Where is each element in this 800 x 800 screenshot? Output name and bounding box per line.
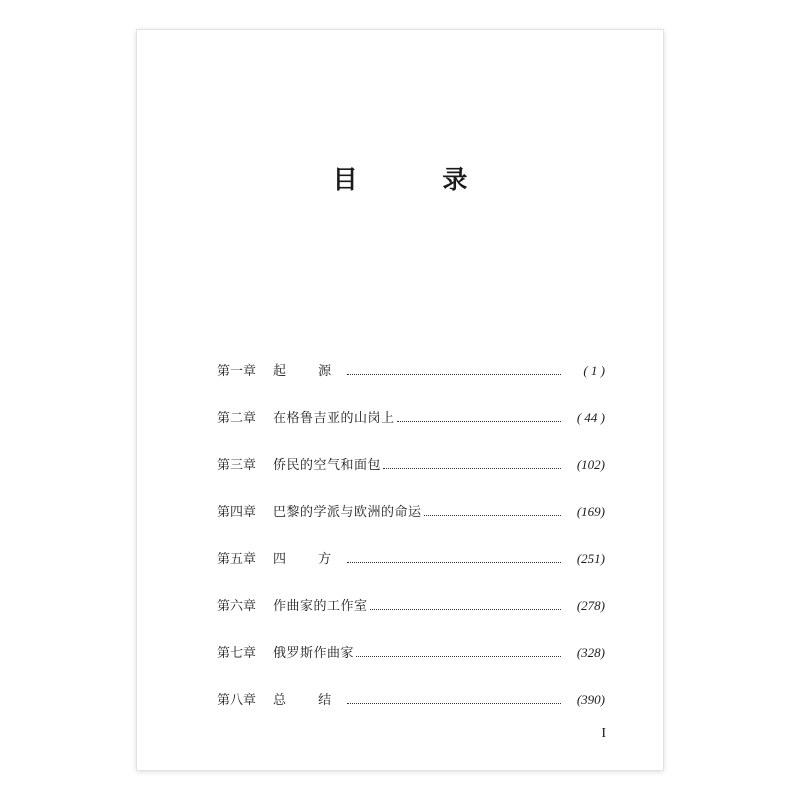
chapter-number: 第二章 [217,411,257,426]
chapter-number: 第八章 [217,693,257,708]
toc-entry [217,454,605,501]
dot-leader [356,656,561,657]
chapter-title: 总 结 [273,693,346,708]
chapter-page-number: (278) [576,598,605,613]
dot-leader [370,609,561,610]
chapter-number: 第六章 [217,599,257,614]
dot-leader [347,374,561,375]
chapter-page-number: (102) [576,457,605,472]
page-title: 目 录 [332,165,506,194]
page-number: I [601,726,606,741]
chapter-title: 作曲家的工作室 [273,599,368,614]
chapter-page-number: (251) [576,551,605,566]
dot-leader [347,703,561,704]
chapter-number: 第七章 [217,646,257,661]
toc-entry [217,595,605,642]
dot-leader [347,562,561,563]
toc-entry [217,501,605,548]
book-page [137,30,663,770]
chapter-page-number: (390) [576,692,605,707]
chapter-title: 在格鲁吉亚的山岗上 [273,411,395,426]
chapter-page-number: ( 44 ) [576,410,605,425]
chapter-number: 第四章 [217,505,257,520]
chapter-page-number: (328) [576,645,605,660]
chapter-title: 起 源 [273,364,346,379]
dot-leader [424,515,561,516]
toc-entry [217,407,605,454]
chapter-title: 巴黎的学派与欧洲的命运 [273,505,422,520]
chapter-number: 第五章 [217,552,257,567]
chapter-page-number: (169) [576,504,605,519]
chapter-title: 俄罗斯作曲家 [273,646,355,661]
chapter-number: 第三章 [217,458,257,473]
toc-entry [217,689,605,736]
chapter-page-number: ( 1 ) [583,363,605,378]
toc-entry [217,360,605,407]
chapter-number: 第一章 [217,364,257,379]
dot-leader [397,421,561,422]
toc-entry [217,642,605,689]
dot-leader [383,468,561,469]
chapter-title: 侨民的空气和面包 [273,458,382,473]
chapter-title: 四 方 [273,552,346,567]
toc-entry [217,548,605,595]
toc-list [217,360,605,736]
